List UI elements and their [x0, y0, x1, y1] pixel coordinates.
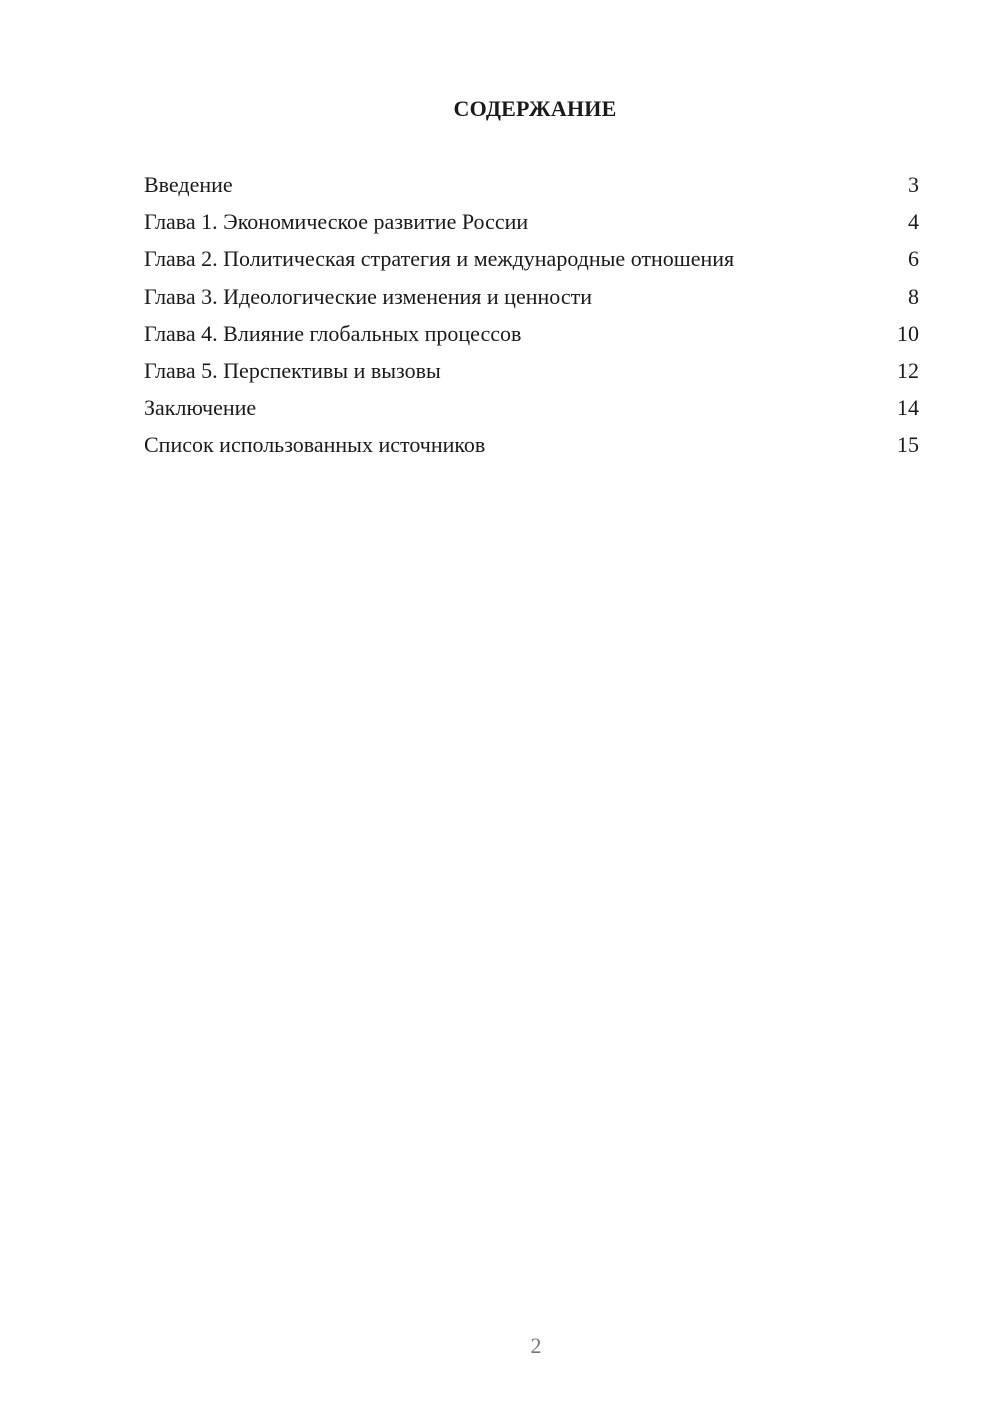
toc-item-introduction [144, 170, 919, 207]
toc-item-label: Глава 4. Влияние глобальных процессов [144, 320, 522, 346]
toc-item-label: Глава 3. Идеологические изменения и ценности [144, 283, 592, 309]
toc-item-chapter-2 [144, 244, 919, 281]
toc-item-references [144, 430, 919, 467]
toc-item-label: Заключение [144, 395, 257, 421]
toc-item-page: 12 [897, 357, 919, 383]
toc-item-page: 14 [897, 395, 919, 421]
toc-item-label: Глава 1. Экономическое развитие России [144, 209, 529, 235]
toc-item-page: 15 [897, 432, 919, 458]
toc-item-chapter-1 [144, 207, 919, 244]
toc-item-page: 3 [908, 172, 919, 197]
toc-item-page: 6 [908, 246, 919, 272]
toc-item-conclusion [144, 393, 919, 430]
toc-item-chapter-5 [144, 356, 919, 393]
table-of-contents [144, 170, 919, 468]
toc-item-chapter-4 [144, 319, 919, 356]
toc-item-chapter-3 [144, 282, 919, 319]
toc-item-label: Глава 2. Политическая стратегия и международные отношения [144, 246, 735, 272]
page-title: СОДЕРЖАНИЕ [453, 96, 617, 121]
toc-item-page: 4 [908, 209, 919, 235]
toc-item-label: Введение [144, 172, 233, 197]
page-number: 2 [530, 1333, 542, 1358]
toc-item-page: 10 [897, 320, 919, 346]
toc-item-label: Глава 5. Перспективы и вызовы [144, 357, 441, 383]
toc-item-label: Список использованных источников [144, 432, 486, 458]
toc-item-page: 8 [908, 283, 919, 309]
